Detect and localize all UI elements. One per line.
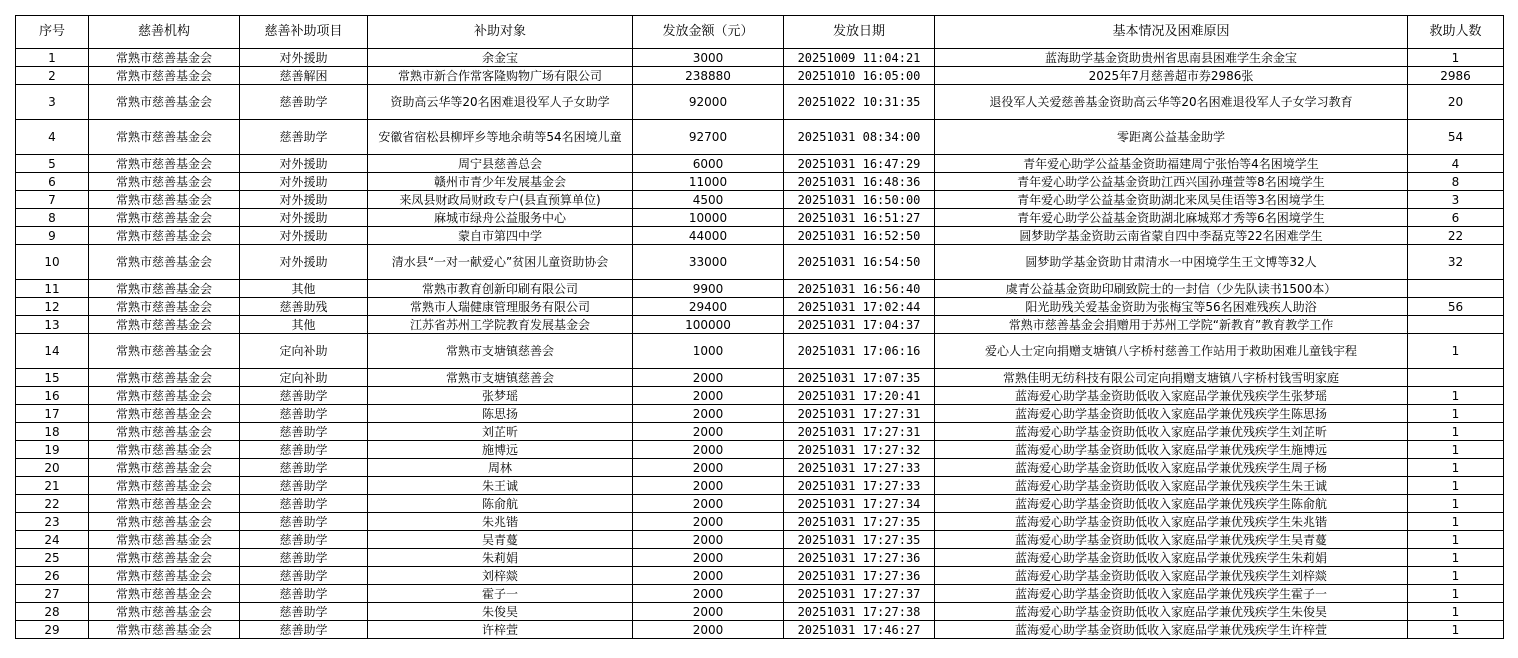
cell-org: 常熟市慈善基金会 xyxy=(89,316,240,334)
cell-reason: 蓝海爱心助学基金资助低收入家庭品学兼优残疾学生陈俞航 xyxy=(935,495,1408,513)
cell-reason: 常熟市慈善基金会捐赠用于苏州工学院“新教育”教育教学工作 xyxy=(935,316,1408,334)
cell-no: 2 xyxy=(16,67,89,85)
cell-org: 常熟市慈善基金会 xyxy=(89,621,240,639)
cell-reason: 青年爱心助学公益基金资助福建周宁张怡等4名困境学生 xyxy=(935,155,1408,173)
cell-target: 周林 xyxy=(368,459,633,477)
cell-count: 22 xyxy=(1408,227,1504,245)
cell-no: 20 xyxy=(16,459,89,477)
cell-org: 常熟市慈善基金会 xyxy=(89,120,240,155)
cell-date: 20251031 17:27:33 xyxy=(784,477,935,495)
cell-date: 20251031 16:56:40 xyxy=(784,280,935,298)
cell-amount: 3000 xyxy=(633,49,784,67)
cell-date: 20251031 17:27:31 xyxy=(784,405,935,423)
cell-target: 陈思扬 xyxy=(368,405,633,423)
header-row xyxy=(16,16,1504,49)
cell-count: 1 xyxy=(1408,513,1504,531)
cell-reason: 常熟佳明无纺科技有限公司定向捐赠支塘镇八字桥村钱雪明家庭 xyxy=(935,369,1408,387)
cell-reason: 蓝海爱心助学基金资助低收入家庭品学兼优残疾学生张梦瑶 xyxy=(935,387,1408,405)
header-amount: 发放金额（元） xyxy=(633,16,784,49)
table-row xyxy=(16,298,1504,316)
cell-reason: 蓝海爱心助学基金资助低收入家庭品学兼优残疾学生朱兆锴 xyxy=(935,513,1408,531)
cell-org: 常熟市慈善基金会 xyxy=(89,227,240,245)
cell-count: 32 xyxy=(1408,245,1504,280)
cell-count: 1 xyxy=(1408,387,1504,405)
table-row xyxy=(16,531,1504,549)
cell-project: 慈善助学 xyxy=(240,477,368,495)
cell-project: 对外援助 xyxy=(240,155,368,173)
cell-date: 20251031 16:50:00 xyxy=(784,191,935,209)
cell-reason: 蓝海爱心助学基金资助低收入家庭品学兼优残疾学生朱王诚 xyxy=(935,477,1408,495)
cell-amount: 2000 xyxy=(633,495,784,513)
cell-count: 3 xyxy=(1408,191,1504,209)
cell-amount: 2000 xyxy=(633,549,784,567)
cell-reason: 蓝海爱心助学基金资助低收入家庭品学兼优残疾学生刘芷昕 xyxy=(935,423,1408,441)
cell-date: 20251031 17:27:31 xyxy=(784,423,935,441)
cell-org: 常熟市慈善基金会 xyxy=(89,209,240,227)
table-row xyxy=(16,549,1504,567)
cell-project: 定向补助 xyxy=(240,369,368,387)
cell-reason: 青年爱心助学公益基金资助江西兴国孙瑾萱等8名困境学生 xyxy=(935,173,1408,191)
cell-org: 常熟市慈善基金会 xyxy=(89,67,240,85)
cell-date: 20251031 16:52:50 xyxy=(784,227,935,245)
cell-date: 20251031 17:27:33 xyxy=(784,459,935,477)
cell-target: 许梓萱 xyxy=(368,621,633,639)
cell-date: 20251031 17:27:32 xyxy=(784,441,935,459)
table-row xyxy=(16,387,1504,405)
cell-amount: 44000 xyxy=(633,227,784,245)
table-row xyxy=(16,85,1504,120)
cell-project: 慈善助学 xyxy=(240,495,368,513)
cell-target: 朱俊昊 xyxy=(368,603,633,621)
cell-target: 常熟市支塘镇慈善会 xyxy=(368,334,633,369)
cell-amount: 33000 xyxy=(633,245,784,280)
cell-count: 1 xyxy=(1408,495,1504,513)
cell-count: 54 xyxy=(1408,120,1504,155)
cell-reason: 蓝海爱心助学基金资助低收入家庭品学兼优残疾学生陈思扬 xyxy=(935,405,1408,423)
cell-no: 6 xyxy=(16,173,89,191)
cell-target: 常熟市新合作常客隆购物广场有限公司 xyxy=(368,67,633,85)
cell-reason: 蓝海助学基金资助贵州省思南县困难学生余金宝 xyxy=(935,49,1408,67)
table-row xyxy=(16,603,1504,621)
cell-project: 其他 xyxy=(240,280,368,298)
cell-target: 陈俞航 xyxy=(368,495,633,513)
cell-no: 24 xyxy=(16,531,89,549)
header-no: 序号 xyxy=(16,16,89,49)
table-row xyxy=(16,155,1504,173)
cell-no: 9 xyxy=(16,227,89,245)
cell-count: 1 xyxy=(1408,567,1504,585)
cell-count: 1 xyxy=(1408,621,1504,639)
cell-org: 常熟市慈善基金会 xyxy=(89,603,240,621)
cell-date: 20251031 16:51:27 xyxy=(784,209,935,227)
cell-project: 慈善助学 xyxy=(240,585,368,603)
cell-project: 对外援助 xyxy=(240,49,368,67)
table-row xyxy=(16,585,1504,603)
cell-reason: 圆梦助学基金资助云南省蒙自四中李磊克等22名困难学生 xyxy=(935,227,1408,245)
cell-amount: 4500 xyxy=(633,191,784,209)
cell-project: 慈善助学 xyxy=(240,531,368,549)
cell-org: 常熟市慈善基金会 xyxy=(89,423,240,441)
cell-date: 20251031 17:46:27 xyxy=(784,621,935,639)
cell-no: 3 xyxy=(16,85,89,120)
cell-amount: 9900 xyxy=(633,280,784,298)
cell-reason: 蓝海爱心助学基金资助低收入家庭品学兼优残疾学生许梓萱 xyxy=(935,621,1408,639)
cell-reason: 零距离公益基金助学 xyxy=(935,120,1408,155)
cell-org: 常熟市慈善基金会 xyxy=(89,334,240,369)
cell-amount: 2000 xyxy=(633,441,784,459)
cell-no: 11 xyxy=(16,280,89,298)
cell-count: 1 xyxy=(1408,49,1504,67)
cell-no: 12 xyxy=(16,298,89,316)
cell-target: 常熟市教育创新印刷有限公司 xyxy=(368,280,633,298)
cell-target: 常熟市人瑞健康管理服务有限公司 xyxy=(368,298,633,316)
cell-target: 麻城市绿舟公益服务中心 xyxy=(368,209,633,227)
cell-count: 1 xyxy=(1408,603,1504,621)
cell-date: 20251031 08:34:00 xyxy=(784,120,935,155)
cell-org: 常熟市慈善基金会 xyxy=(89,441,240,459)
cell-project: 慈善助学 xyxy=(240,567,368,585)
cell-org: 常熟市慈善基金会 xyxy=(89,549,240,567)
cell-target: 施博远 xyxy=(368,441,633,459)
table-row xyxy=(16,513,1504,531)
cell-reason: 蓝海爱心助学基金资助低收入家庭品学兼优残疾学生吴青蔓 xyxy=(935,531,1408,549)
cell-project: 对外援助 xyxy=(240,227,368,245)
cell-date: 20251031 17:27:36 xyxy=(784,549,935,567)
cell-amount: 10000 xyxy=(633,209,784,227)
cell-org: 常熟市慈善基金会 xyxy=(89,477,240,495)
cell-target: 安徽省宿松县柳坪乡等地余萌等54名困境儿童 xyxy=(368,120,633,155)
cell-target: 蒙自市第四中学 xyxy=(368,227,633,245)
cell-target: 清水县“一对一献爱心”贫困儿童资助协会 xyxy=(368,245,633,280)
table-row xyxy=(16,621,1504,639)
cell-project: 慈善助学 xyxy=(240,405,368,423)
cell-project: 慈善助学 xyxy=(240,621,368,639)
cell-date: 20251031 17:07:35 xyxy=(784,369,935,387)
cell-no: 21 xyxy=(16,477,89,495)
cell-date: 20251031 17:27:37 xyxy=(784,585,935,603)
cell-reason: 蓝海爱心助学基金资助低收入家庭品学兼优残疾学生周子杨 xyxy=(935,459,1408,477)
cell-project: 慈善助学 xyxy=(240,441,368,459)
cell-amount: 2000 xyxy=(633,459,784,477)
cell-amount: 2000 xyxy=(633,621,784,639)
cell-count xyxy=(1408,369,1504,387)
header-project: 慈善补助项目 xyxy=(240,16,368,49)
cell-target: 张梦瑶 xyxy=(368,387,633,405)
cell-project: 对外援助 xyxy=(240,191,368,209)
cell-org: 常熟市慈善基金会 xyxy=(89,405,240,423)
cell-org: 常熟市慈善基金会 xyxy=(89,495,240,513)
cell-amount: 2000 xyxy=(633,369,784,387)
cell-count: 56 xyxy=(1408,298,1504,316)
cell-no: 4 xyxy=(16,120,89,155)
cell-target: 资助高云华等20名困难退役军人子女助学 xyxy=(368,85,633,120)
cell-date: 20251031 16:47:29 xyxy=(784,155,935,173)
cell-org: 常熟市慈善基金会 xyxy=(89,191,240,209)
cell-count: 4 xyxy=(1408,155,1504,173)
table-row xyxy=(16,405,1504,423)
cell-reason: 2025年7月慈善超市券2986张 xyxy=(935,67,1408,85)
cell-reason: 退役军人关爱慈善基金资助高云华等20名困难退役军人子女学习教育 xyxy=(935,85,1408,120)
cell-org: 常熟市慈善基金会 xyxy=(89,245,240,280)
table-row xyxy=(16,495,1504,513)
cell-org: 常熟市慈善基金会 xyxy=(89,85,240,120)
cell-project: 对外援助 xyxy=(240,173,368,191)
cell-org: 常熟市慈善基金会 xyxy=(89,531,240,549)
cell-amount: 29400 xyxy=(633,298,784,316)
cell-org: 常熟市慈善基金会 xyxy=(89,513,240,531)
table-row xyxy=(16,423,1504,441)
cell-reason: 蓝海爱心助学基金资助低收入家庭品学兼优残疾学生朱莉娟 xyxy=(935,549,1408,567)
cell-date: 20251031 17:27:34 xyxy=(784,495,935,513)
cell-date: 20251031 16:48:36 xyxy=(784,173,935,191)
cell-count: 1 xyxy=(1408,423,1504,441)
cell-amount: 2000 xyxy=(633,585,784,603)
cell-count: 1 xyxy=(1408,531,1504,549)
cell-no: 7 xyxy=(16,191,89,209)
cell-no: 13 xyxy=(16,316,89,334)
cell-reason: 圆梦助学基金资助甘肃清水一中困境学生王文博等32人 xyxy=(935,245,1408,280)
cell-amount: 2000 xyxy=(633,423,784,441)
cell-date: 20251009 11:04:21 xyxy=(784,49,935,67)
cell-amount: 2000 xyxy=(633,387,784,405)
cell-date: 20251022 10:31:35 xyxy=(784,85,935,120)
cell-project: 慈善助学 xyxy=(240,85,368,120)
cell-no: 19 xyxy=(16,441,89,459)
cell-date: 20251031 17:27:35 xyxy=(784,531,935,549)
table-row xyxy=(16,567,1504,585)
cell-amount: 2000 xyxy=(633,567,784,585)
cell-reason: 青年爱心助学公益基金资助湖北来凤吴佳语等3名困境学生 xyxy=(935,191,1408,209)
cell-no: 14 xyxy=(16,334,89,369)
table-row xyxy=(16,369,1504,387)
cell-count: 1 xyxy=(1408,477,1504,495)
cell-reason: 蓝海爱心助学基金资助低收入家庭品学兼优残疾学生施博远 xyxy=(935,441,1408,459)
table-row xyxy=(16,280,1504,298)
cell-no: 29 xyxy=(16,621,89,639)
cell-org: 常熟市慈善基金会 xyxy=(89,567,240,585)
cell-reason: 虞青公益基金资助印刷致院士的一封信（少先队读书1500本） xyxy=(935,280,1408,298)
cell-no: 1 xyxy=(16,49,89,67)
cell-project: 慈善助学 xyxy=(240,549,368,567)
cell-count: 2986 xyxy=(1408,67,1504,85)
cell-project: 慈善解困 xyxy=(240,67,368,85)
cell-no: 28 xyxy=(16,603,89,621)
cell-count: 1 xyxy=(1408,441,1504,459)
cell-target: 朱莉娟 xyxy=(368,549,633,567)
cell-target: 霍子一 xyxy=(368,585,633,603)
cell-project: 慈善助残 xyxy=(240,298,368,316)
cell-reason: 爱心人士定向捐赠支塘镇八字桥村慈善工作站用于救助困难儿童钱宇程 xyxy=(935,334,1408,369)
cell-project: 慈善助学 xyxy=(240,513,368,531)
cell-project: 慈善助学 xyxy=(240,120,368,155)
header-count: 救助人数 xyxy=(1408,16,1504,49)
cell-org: 常熟市慈善基金会 xyxy=(89,387,240,405)
table-row xyxy=(16,245,1504,280)
table-row xyxy=(16,459,1504,477)
cell-count: 8 xyxy=(1408,173,1504,191)
cell-amount: 92700 xyxy=(633,120,784,155)
cell-target: 吴青蔓 xyxy=(368,531,633,549)
table-row xyxy=(16,49,1504,67)
cell-org: 常熟市慈善基金会 xyxy=(89,585,240,603)
cell-no: 27 xyxy=(16,585,89,603)
cell-count xyxy=(1408,280,1504,298)
cell-count: 1 xyxy=(1408,405,1504,423)
table-row xyxy=(16,120,1504,155)
cell-date: 20251031 17:02:44 xyxy=(784,298,935,316)
cell-count: 1 xyxy=(1408,459,1504,477)
cell-project: 其他 xyxy=(240,316,368,334)
cell-target: 来凤县财政局财政专户(县直预算单位) xyxy=(368,191,633,209)
cell-no: 18 xyxy=(16,423,89,441)
cell-org: 常熟市慈善基金会 xyxy=(89,369,240,387)
cell-date: 20251031 17:27:36 xyxy=(784,567,935,585)
table-row xyxy=(16,441,1504,459)
cell-org: 常熟市慈善基金会 xyxy=(89,298,240,316)
cell-count xyxy=(1408,316,1504,334)
cell-amount: 238880 xyxy=(633,67,784,85)
cell-no: 23 xyxy=(16,513,89,531)
cell-no: 22 xyxy=(16,495,89,513)
cell-target: 周宁县慈善总会 xyxy=(368,155,633,173)
cell-reason: 蓝海爱心助学基金资助低收入家庭品学兼优残疾学生霍子一 xyxy=(935,585,1408,603)
header-org: 慈善机构 xyxy=(89,16,240,49)
table-row xyxy=(16,173,1504,191)
cell-project: 慈善助学 xyxy=(240,603,368,621)
cell-project: 对外援助 xyxy=(240,209,368,227)
cell-org: 常熟市慈善基金会 xyxy=(89,459,240,477)
cell-org: 常熟市慈善基金会 xyxy=(89,280,240,298)
cell-project: 慈善助学 xyxy=(240,387,368,405)
cell-no: 8 xyxy=(16,209,89,227)
header-reason: 基本情况及困难原因 xyxy=(935,16,1408,49)
cell-date: 20251031 17:04:37 xyxy=(784,316,935,334)
table-row xyxy=(16,227,1504,245)
cell-target: 江苏省苏州工学院教育发展基金会 xyxy=(368,316,633,334)
cell-amount: 2000 xyxy=(633,513,784,531)
cell-date: 20251031 17:06:16 xyxy=(784,334,935,369)
cell-target: 常熟市支塘镇慈善会 xyxy=(368,369,633,387)
cell-date: 20251010 16:05:00 xyxy=(784,67,935,85)
cell-target: 朱王诚 xyxy=(368,477,633,495)
cell-target: 余金宝 xyxy=(368,49,633,67)
cell-amount: 1000 xyxy=(633,334,784,369)
cell-project: 定向补助 xyxy=(240,334,368,369)
header-target: 补助对象 xyxy=(368,16,633,49)
cell-no: 15 xyxy=(16,369,89,387)
cell-reason: 青年爱心助学公益基金资助湖北麻城郑才秀等6名困境学生 xyxy=(935,209,1408,227)
table-row xyxy=(16,67,1504,85)
cell-date: 20251031 17:27:38 xyxy=(784,603,935,621)
cell-amount: 6000 xyxy=(633,155,784,173)
cell-date: 20251031 17:27:35 xyxy=(784,513,935,531)
cell-amount: 2000 xyxy=(633,603,784,621)
cell-reason: 蓝海爱心助学基金资助低收入家庭品学兼优残疾学生朱俊昊 xyxy=(935,603,1408,621)
header-date: 发放日期 xyxy=(784,16,935,49)
cell-date: 20251031 17:20:41 xyxy=(784,387,935,405)
cell-no: 17 xyxy=(16,405,89,423)
table-row xyxy=(16,209,1504,227)
cell-count: 6 xyxy=(1408,209,1504,227)
cell-project: 慈善助学 xyxy=(240,423,368,441)
cell-amount: 2000 xyxy=(633,477,784,495)
cell-project: 对外援助 xyxy=(240,245,368,280)
cell-no: 5 xyxy=(16,155,89,173)
cell-amount: 11000 xyxy=(633,173,784,191)
cell-count: 20 xyxy=(1408,85,1504,120)
table-row xyxy=(16,477,1504,495)
cell-amount: 92000 xyxy=(633,85,784,120)
cell-reason: 阳光助残关爱基金资助为张梅宝等56名困难残疾人助浴 xyxy=(935,298,1408,316)
cell-org: 常熟市慈善基金会 xyxy=(89,173,240,191)
cell-org: 常熟市慈善基金会 xyxy=(89,49,240,67)
relief-table xyxy=(15,15,1504,639)
cell-target: 刘梓燚 xyxy=(368,567,633,585)
cell-amount: 2000 xyxy=(633,531,784,549)
cell-count: 1 xyxy=(1408,585,1504,603)
cell-target: 赣州市青少年发展基金会 xyxy=(368,173,633,191)
cell-no: 25 xyxy=(16,549,89,567)
cell-amount: 100000 xyxy=(633,316,784,334)
cell-amount: 2000 xyxy=(633,405,784,423)
cell-project: 慈善助学 xyxy=(240,459,368,477)
cell-target: 朱兆锴 xyxy=(368,513,633,531)
cell-reason: 蓝海爱心助学基金资助低收入家庭品学兼优残疾学生刘梓燚 xyxy=(935,567,1408,585)
cell-count: 1 xyxy=(1408,549,1504,567)
table-row xyxy=(16,334,1504,369)
table-row xyxy=(16,191,1504,209)
cell-no: 10 xyxy=(16,245,89,280)
cell-date: 20251031 16:54:50 xyxy=(784,245,935,280)
cell-count: 1 xyxy=(1408,334,1504,369)
table-row xyxy=(16,316,1504,334)
cell-no: 16 xyxy=(16,387,89,405)
cell-no: 26 xyxy=(16,567,89,585)
cell-org: 常熟市慈善基金会 xyxy=(89,155,240,173)
cell-target: 刘芷昕 xyxy=(368,423,633,441)
